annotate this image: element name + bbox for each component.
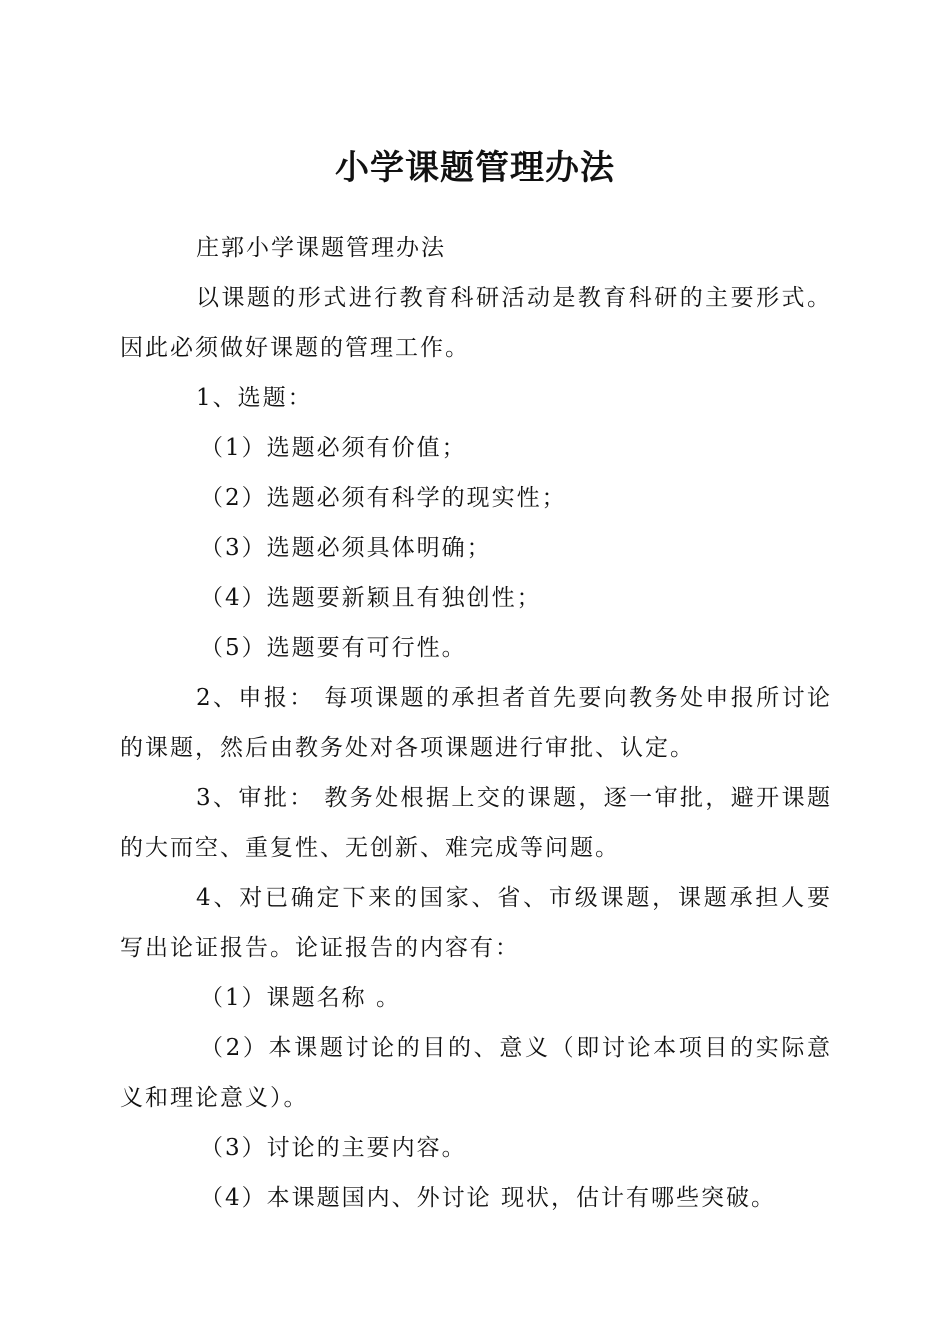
list-item: （1）课题名称 。: [200, 985, 401, 1011]
section-application: 2、申报： 每项课题的承担者首先要向教务处申报所讨论的课题，然后由教务处对各项课题进行审批、认定。: [120, 685, 832, 761]
list-item: （3）选题必须具体明确；: [200, 535, 492, 561]
list-item: （2）选题必须有科学的现实性；: [200, 485, 567, 511]
list-item: （3）讨论的主要内容。: [200, 1135, 467, 1161]
list-item: （5）选题要有可行性。: [200, 635, 467, 661]
list-item: （1）选题必须有价值；: [200, 435, 467, 461]
paragraph-school-name: 庄郭小学课题管理办法: [196, 235, 446, 261]
list-item: （2）本课题讨论的目的、意义（即讨论本项目的实际意义和理论意义）。: [120, 1035, 832, 1111]
paragraph-intro: 以课题的形式进行教育科研活动是教育科研的主要形式。因此必须做好课题的管理工作。: [120, 285, 832, 361]
document-body: [120, 223, 832, 1223]
list-item: （4）本课题国内、外讨论 现状，估计有哪些突破。: [200, 1185, 776, 1211]
document-title: 小学课题管理办法: [335, 148, 615, 188]
list-item: （4）选题要新颖且有独创性；: [200, 585, 542, 611]
section-demonstration: 4、对已确定下来的国家、省、市级课题，课题承担人要写出论证报告。论证报告的内容有：: [120, 885, 832, 961]
section-approval: 3、审批： 教务处根据上交的课题，逐一审批，避开课题的大而空、重复性、无创新、难完成等问题。: [120, 785, 832, 861]
section-topic-selection: 1、选题：: [196, 385, 313, 411]
